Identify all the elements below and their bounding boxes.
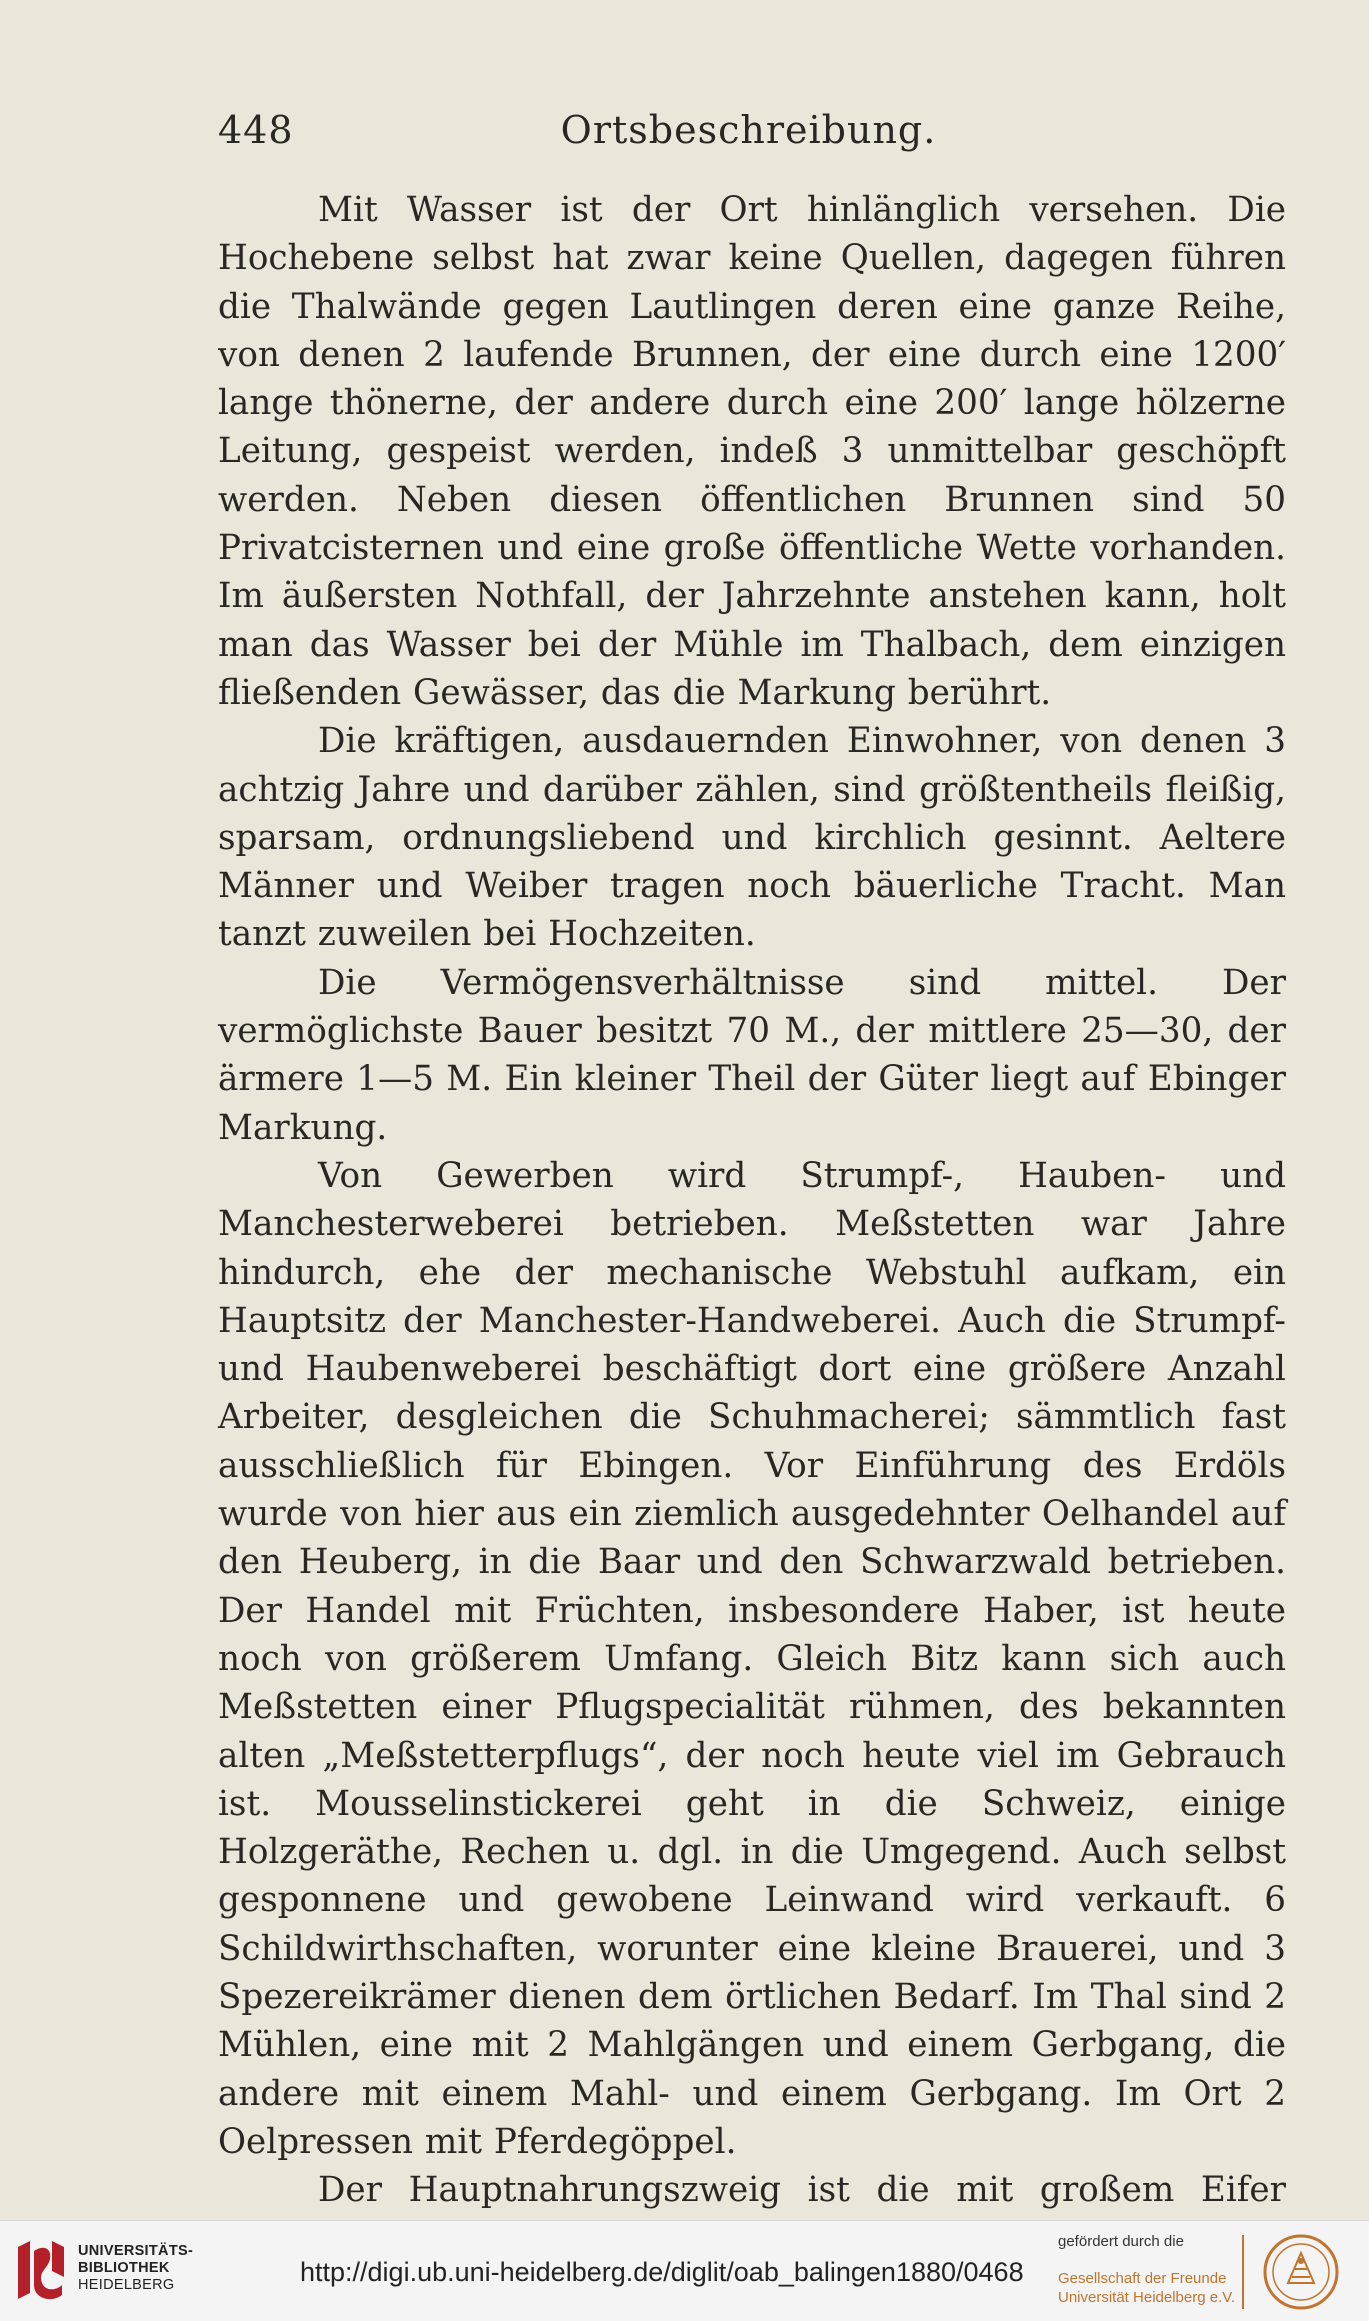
footer-divider bbox=[1242, 2235, 1244, 2309]
library-name: UNIVERSITÄTS- BIBLIOTHEK HEIDELBERG bbox=[78, 2243, 194, 2293]
permalink-url[interactable]: http://digi.ub.uni-heidelberg.de/diglit/oab_balingen1880/0468 bbox=[300, 2257, 1024, 2287]
university-seal-icon bbox=[1262, 2233, 1340, 2311]
page-number: 448 bbox=[218, 108, 294, 152]
paragraph-trades: Von Gewerben wird Strumpf-, Hauben- und Manchesterweberei betrieben. Meßstetten war Jahre hindurch, ehe der mechanische Webstuhl aufkam, ein Hauptsitz der Manchester-Handweberei. Auch die Strumpf- und Haubenweberei beschäftigt dort eine größere Anzahl Arbeiter, desgleichen die Schuhmacherei; sämmtlich fast ausschließlich für Ebingen. Vor Einführung des Erdöls wurde von hier aus ein ziemlich ausgedehnter Oelhandel auf den Heuberg, in die Baar und den Schwarzwald betrieben. Der Handel mit Früchten, insbesondere Haber, ist heute noch von größerem Umfang. Gleich Bitz kann sich auch Meßstetten einer Pflugspecialität rühmen, des bekannten alten „Meßstetterpflugs“, der noch heute viel im Gebrauch ist. Mousselinstickerei geht in die Schweiz, einige Holzgeräthe, Rechen u. dgl. in die Umgegend. Auch selbst gesponnene und gewobene Leinwand wird verkauft. 6 Schildwirthschaften, worunter eine kleine Brauerei, und 3 Spezereikrämer dienen dem örtlichen Bedarf. Im Thal sind 2 Mühlen, eine mit 2 Mahlgängen und einem Gerbgang, die andere mit einem Mahl- und einem Gerbgang. Im Ort 2 Oelpressen mit Pferdegöppel. bbox=[218, 1155, 1286, 2162]
paragraph-agriculture: Der Hauptnahrungszweig ist die mit großem Eifer bbox=[318, 2170, 1286, 2211]
body-text bbox=[218, 186, 1286, 2263]
digitization-footer bbox=[0, 2220, 1369, 2321]
university-library-logo-icon bbox=[12, 2237, 70, 2303]
paragraph-inhabitants: Die kräftigen, ausdauernden Einwohner, von denen 3 achtzig Jahre und darüber zählen, sind größtentheils fleißig, sparsam, ordnungsliebend und kirchlich gesinnt. Aeltere Männer und Weiber tragen noch bäuerliche Tracht. Man tanzt zuweilen bei Hochzeiten. bbox=[218, 721, 1286, 955]
running-title: Ortsbeschreibung. bbox=[560, 108, 937, 152]
paragraph-water-supply: Mit Wasser ist der Ort hinlänglich versehen. Die Hochebene selbst hat zwar keine Quellen, dagegen führen die Thalwände gegen Lautlingen deren eine ganze Reihe, von denen 2 laufende Brunnen, der eine durch eine 1200′ lange thönerne, der andere durch eine 200′ lange hölzerne Leitung, gespeist werden, indeß 3 unmittelbar geschöpft werden. Neben diesen öffentlichen Brunnen sind 50 Privatcisternen und eine große öffentliche Wette vorhanden. Im äußersten Nothfall, der Jahrzehnte anstehen kann, holt man das Wasser bei der Mühle im Thalbach, dem einzigen fließenden Gewässer, das die Markung berührt. bbox=[218, 190, 1286, 713]
page-header bbox=[218, 108, 1279, 168]
paragraph-wealth: Die Vermögensverhältnisse sind mittel. Der vermöglichste Bauer besitzt 70 M., der mittlere 25—30, der ärmere 1—5 M. Ein kleiner Theil der Güter liegt auf Ebinger Markung. bbox=[218, 962, 1286, 1148]
sponsor-name: Gesellschaft der Freunde Universität Heidelberg e.V. bbox=[1058, 2270, 1236, 2306]
sponsor-note: gefördert durch die bbox=[1058, 2233, 1184, 2250]
